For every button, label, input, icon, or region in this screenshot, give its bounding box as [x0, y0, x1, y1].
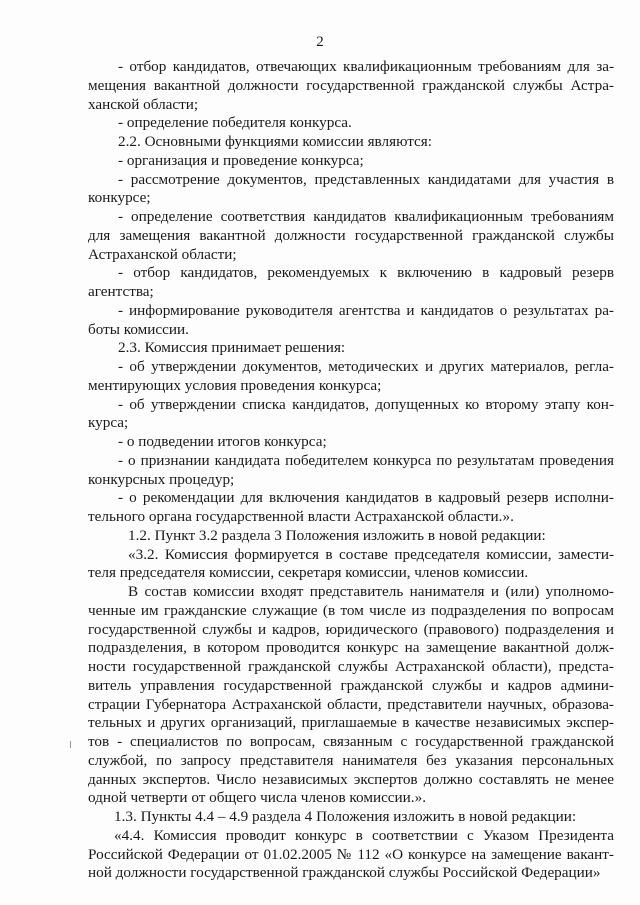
paragraph [88, 208, 614, 264]
text-line: государственной службы и кадров, юридического (правового) подразделения и [88, 620, 614, 638]
text-line: конкурсных процедур; [88, 470, 235, 488]
text-line: ханской области; [88, 95, 199, 113]
paragraph [88, 489, 614, 527]
text-line: страции Губернатора Астраханской области, представители научных, образова- [88, 695, 614, 713]
text-line: агентства; [88, 283, 154, 300]
text-line: одной четверти от общего числа членов комиссии.». [88, 789, 426, 807]
text-line: тов - специалистов по вопросам, связанным с государственной гражданской [88, 733, 614, 750]
text-line: - рассмотрение документов, представленных кандидатами для участия в [118, 170, 614, 188]
paragraph [88, 302, 614, 340]
text-line: В состав комиссии входят представитель нанимателя и (или) уполномо- [128, 583, 614, 600]
text-line: для замещения вакантной должности государственной гражданской службы [88, 226, 614, 244]
text-line: - отбор кандидатов, рекомендуемых к включению в кадровый резерв [118, 264, 614, 282]
text-line: - об утверждении списка кандидатов, допущенных ко второму этапу кон- [118, 395, 614, 413]
text-line: 2.2. Основными функциями комиссии являются: [118, 133, 433, 150]
text-line: Российской Федерации от 01.02.2005 № 112 «О конкурсе на замещение вакант- [88, 845, 614, 863]
text-line: конкурсе; [88, 189, 151, 207]
document-body [88, 58, 614, 883]
text-line: витель управления государственной гражданской службы и кадров админи- [88, 676, 614, 694]
paragraph [88, 339, 614, 358]
text-line: тельного органа государственной власти Астраханской области.». [88, 508, 514, 525]
paragraph [88, 583, 614, 808]
text-line: 1.2. Пункт 3.2 раздела 3 Положения изложить в новой редакции: [128, 526, 546, 544]
text-line: теля председателя комиссии, секретаря комиссии, членов комиссии. [88, 564, 529, 582]
text-line: ментирующих условия проведения конкурса; [88, 376, 382, 394]
text-line: курса; [88, 414, 129, 432]
text-line: 2.3. Комиссия принимает решения: [118, 339, 346, 357]
text-line: - определение победителя конкурса. [118, 114, 352, 132]
paragraph [88, 264, 614, 302]
paragraph [88, 527, 614, 546]
text-line: - информирование руководителя агентства и кандидатов о результатах ра- [118, 301, 614, 319]
paragraph [88, 133, 614, 152]
text-line: ной должности государственной гражданской службы Российской Федерации» [88, 864, 601, 882]
text-line: службой, по запросу представителя нанимателя без указания персональных [88, 751, 614, 769]
text-line: «4.4. Комиссия проводит конкурс в соответствии с Указом Президента [114, 826, 614, 844]
text-line: данных экспертов. Число независимых экспертов должно составлять не менее [88, 770, 614, 788]
text-line: - о признании кандидата победителем конкурса по результатам проведения [118, 451, 614, 469]
paragraph [88, 171, 614, 209]
paragraph [88, 827, 614, 883]
text-line: - отбор кандидатов, отвечающих квалификационным требованиям для за- [118, 58, 614, 75]
paragraph [88, 546, 614, 584]
paragraph [88, 808, 614, 827]
margin-mark [70, 741, 71, 748]
paragraph [88, 58, 614, 114]
text-line: - об утверждении документов, методических и других материалов, регла- [118, 358, 614, 375]
page-number: 2 [316, 34, 324, 50]
text-line: - о рекомендации для включения кандидатов в кадровый резерв исполни- [118, 489, 614, 507]
text-line: ченные им гражданские служащие (в том числе из подразделения по вопросам [88, 601, 614, 619]
paragraph [88, 114, 614, 133]
paragraph [88, 152, 614, 171]
text-line: подразделения, в котором проводится конкурс на замещение вакантной долж- [88, 639, 614, 657]
paragraph [88, 433, 614, 452]
text-line: тельных и других организаций, приглашаемые в качестве независимых экспер- [88, 714, 614, 732]
paragraph [88, 452, 614, 490]
paragraph [88, 358, 614, 396]
text-line: - организация и проведение конкурса; [118, 151, 364, 169]
text-line: боты комиссии. [88, 320, 189, 338]
text-line: ности государственной гражданской службы Астраханской области), предста- [88, 658, 614, 675]
text-line: мещения вакантной должности государственной гражданской службы Астра- [88, 76, 614, 94]
text-line: - о подведении итогов конкурса; [118, 433, 327, 450]
paragraph [88, 396, 614, 434]
text-line: «3.2. Комиссия формируется в составе председателя комиссии, замести- [128, 545, 614, 563]
text-line: - определение соответствия кандидатов квалификационным требованиям [118, 208, 614, 225]
text-line: Астраханской области; [88, 245, 237, 263]
text-line: 1.3. Пункты 4.4 – 4.9 раздела 4 Положения изложить в новой редакции: [114, 808, 577, 825]
